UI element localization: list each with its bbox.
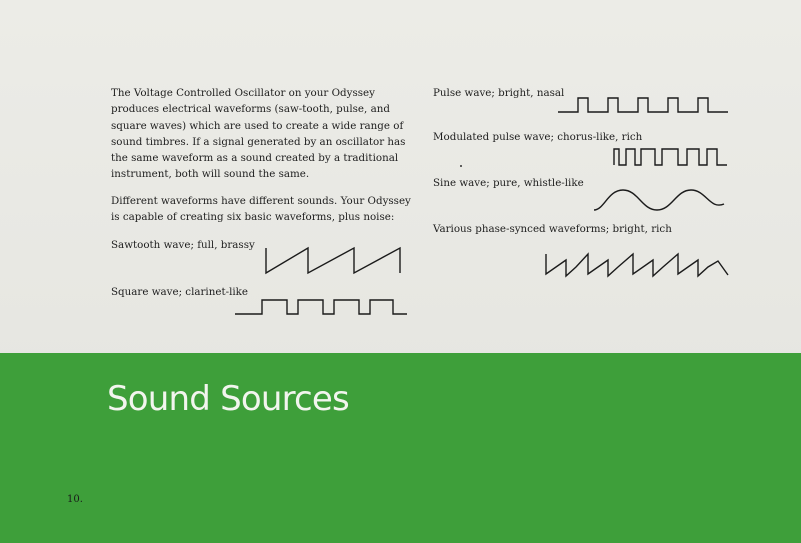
square-caption: Square wave; clarinet-like [111, 286, 248, 298]
section-title: Sound Sources [107, 379, 349, 419]
phase-synced-caption: Various phase-synced waveforms; bright, rich [433, 223, 672, 235]
sawtooth-wave-icon [262, 246, 407, 276]
pulse-wave-icon [558, 95, 730, 115]
sine-wave-icon [590, 186, 730, 214]
square-wave-icon [235, 297, 410, 317]
sawtooth-caption: Sawtooth wave; full, brassy [111, 239, 255, 251]
sine-caption: Sine wave; pure, whistle-like [433, 177, 584, 189]
phase-synced-wave-icon [543, 251, 731, 279]
modulated-pulse-wave-icon [612, 146, 730, 168]
modulated-pulse-caption: Modulated pulse wave; chorus-like, rich [433, 131, 643, 143]
page-number: 10. [67, 494, 83, 505]
pulse-caption: Pulse wave; bright, nasal [433, 87, 565, 99]
intro-paragraph: The Voltage Controlled Oscillator on your Odyssey produces electrical waveforms (saw-tooth, pulse, and square waves) which are used to create a wide range of sound timbres. If a signal generated by an oscillator has the same waveform as a sound created by a traditional instrument, both will sound the same. [111, 87, 406, 181]
waveform-intro-paragraph: Different waveforms have different sounds. Your Odyssey is capable of creating six basic waveforms, plus noise: [111, 195, 411, 224]
print-speck [460, 165, 462, 167]
